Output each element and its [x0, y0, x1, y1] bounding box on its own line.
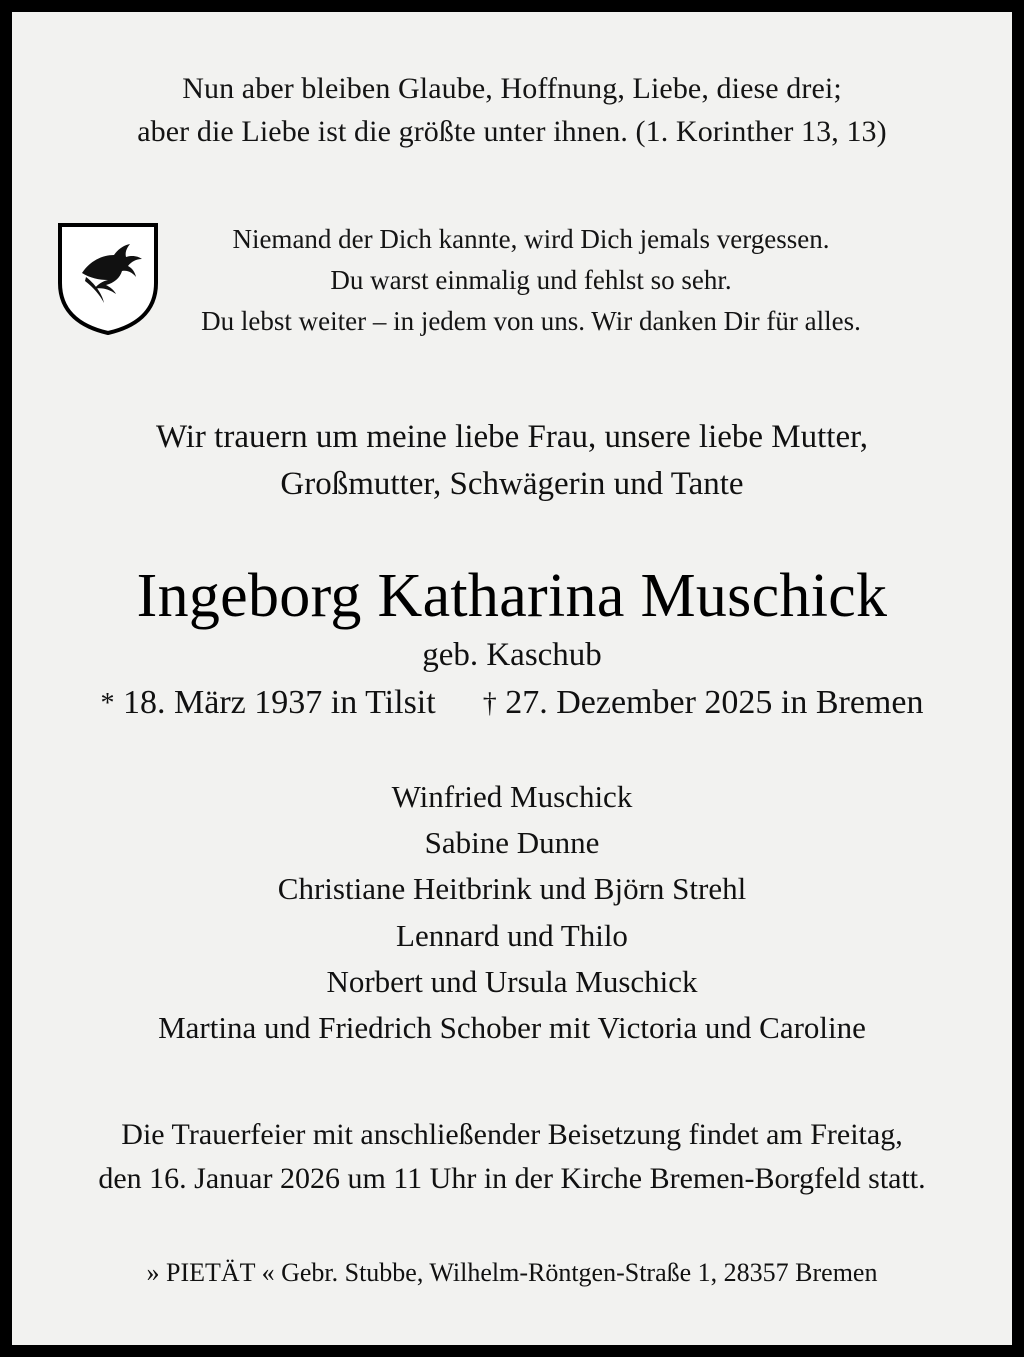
list-item: Sabine Dunne — [424, 825, 600, 861]
poem-line-2: Du warst einmalig und fehlst so sehr. — [330, 265, 732, 296]
verse-line-1: Nun aber bleiben Glaube, Hoffnung, Liebe, diese drei; — [182, 72, 842, 105]
poem-line-1: Niemand der Dich kannte, wird Dich jemals vergessen. — [232, 224, 830, 255]
intro-line-1: Wir trauern um meine liebe Frau, unsere liebe Mutter, — [155, 419, 869, 456]
mourning-introduction — [156, 414, 868, 508]
funeral-service-details — [98, 1113, 925, 1200]
death-date: 27. Dezember 2025 in Bremen — [505, 684, 924, 722]
mourners-list — [158, 774, 866, 1051]
service-line-1: Die Trauerfeier mit anschließender Beisetzung findet am Freitag, — [121, 1118, 903, 1152]
list-item: Martina und Friedrich Schober mit Victoria und Caroline — [158, 1010, 866, 1046]
list-item: Christiane Heitbrink und Björn Strehl — [277, 871, 747, 907]
bible-verse — [137, 68, 887, 153]
service-line-2: den 16. Januar 2026 um 11 Uhr in der Kirche Bremen-Borgfeld statt. — [98, 1161, 926, 1195]
verse-line-2: aber die Liebe ist die größte unter ihnen. (1. Korinther 13, 13) — [137, 114, 887, 148]
deceased-maiden-name: geb. Kaschub — [422, 637, 602, 674]
list-item: Lennard und Thilo — [396, 917, 628, 953]
intro-line-2: Großmutter, Schwägerin und Tante — [280, 466, 744, 503]
list-item: Norbert und Ursula Muschick — [326, 963, 698, 999]
birth-symbol: * — [100, 688, 115, 720]
life-dates — [101, 684, 924, 722]
birth-date: 18. März 1937 in Tilsit — [123, 684, 436, 722]
obituary-notice — [12, 12, 1012, 1345]
undertaker-info: » PIETÄT « Gebr. Stubbe, Wilhelm-Röntgen-Straße 1, 28357 Bremen — [146, 1258, 878, 1288]
list-item: Winfried Muschick — [391, 779, 633, 815]
crest-and-poem-row — [12, 219, 1012, 342]
death-symbol: † — [482, 688, 497, 720]
poem-line-3: Du lebst weiter – in jedem von uns. Wir danken Dir für alles. — [201, 306, 861, 337]
shield-with-bird-icon — [56, 221, 160, 337]
memorial-poem — [163, 219, 861, 342]
deceased-name: Ingeborg Katharina Muschick — [136, 562, 888, 630]
